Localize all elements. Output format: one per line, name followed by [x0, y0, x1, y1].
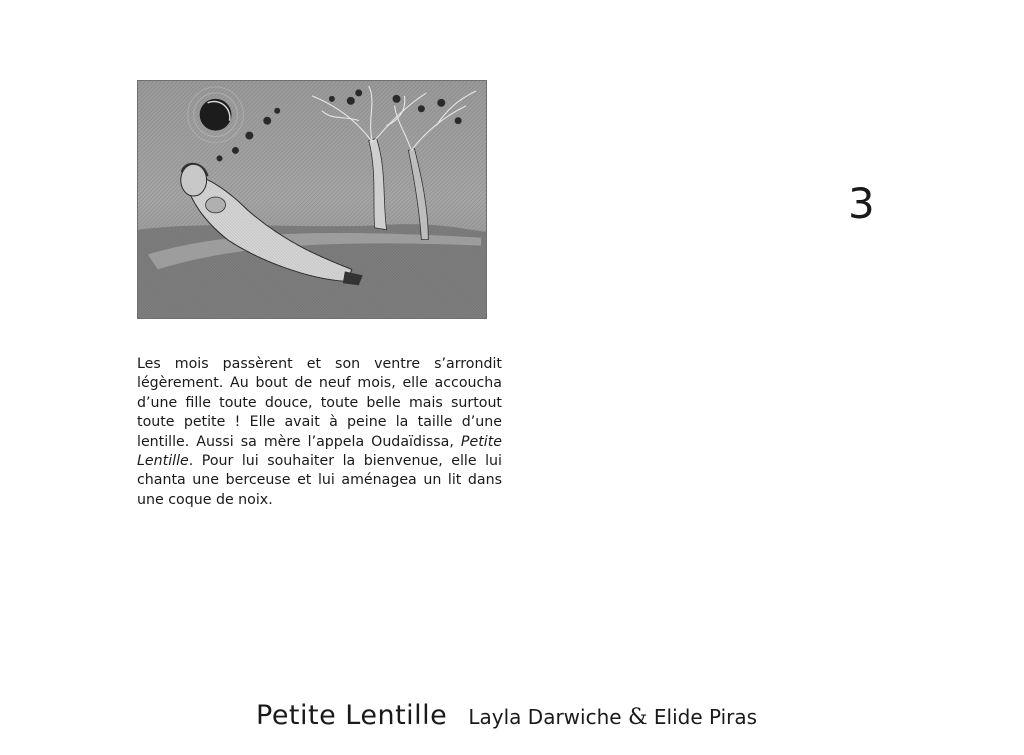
page-footer — [256, 700, 816, 744]
footer-author-2: Elide Piras — [653, 705, 758, 729]
story-paragraph — [137, 355, 502, 510]
footer-authors — [468, 705, 757, 729]
story-text-part1: Les mois passèrent et son ventre s’arrondit légèrement. Au bout de neuf mois, elle accoucha d’une fille toute douce, toute belle mais surtout toute petite ! Elle avait à peine la taille d’une lentille. Aussi sa mère l’appela Oudaïdissa, — [137, 356, 502, 450]
story-text-part2: . Pour lui souhaiter la bienvenue, elle lui chanta une berceuse et lui aménagea un lit dans une coque de noix. — [137, 453, 502, 508]
page-number: 3 — [848, 179, 875, 228]
footer-ampersand: & — [627, 705, 648, 730]
story-text-italic-title: Petite Lentille — [137, 433, 502, 470]
engraving-illustration-icon — [138, 81, 486, 318]
footer-book-title: Petite Lentille — [256, 700, 448, 731]
engraving-illustration — [137, 80, 487, 319]
footer-author-1: Layla Darwiche — [468, 705, 622, 729]
